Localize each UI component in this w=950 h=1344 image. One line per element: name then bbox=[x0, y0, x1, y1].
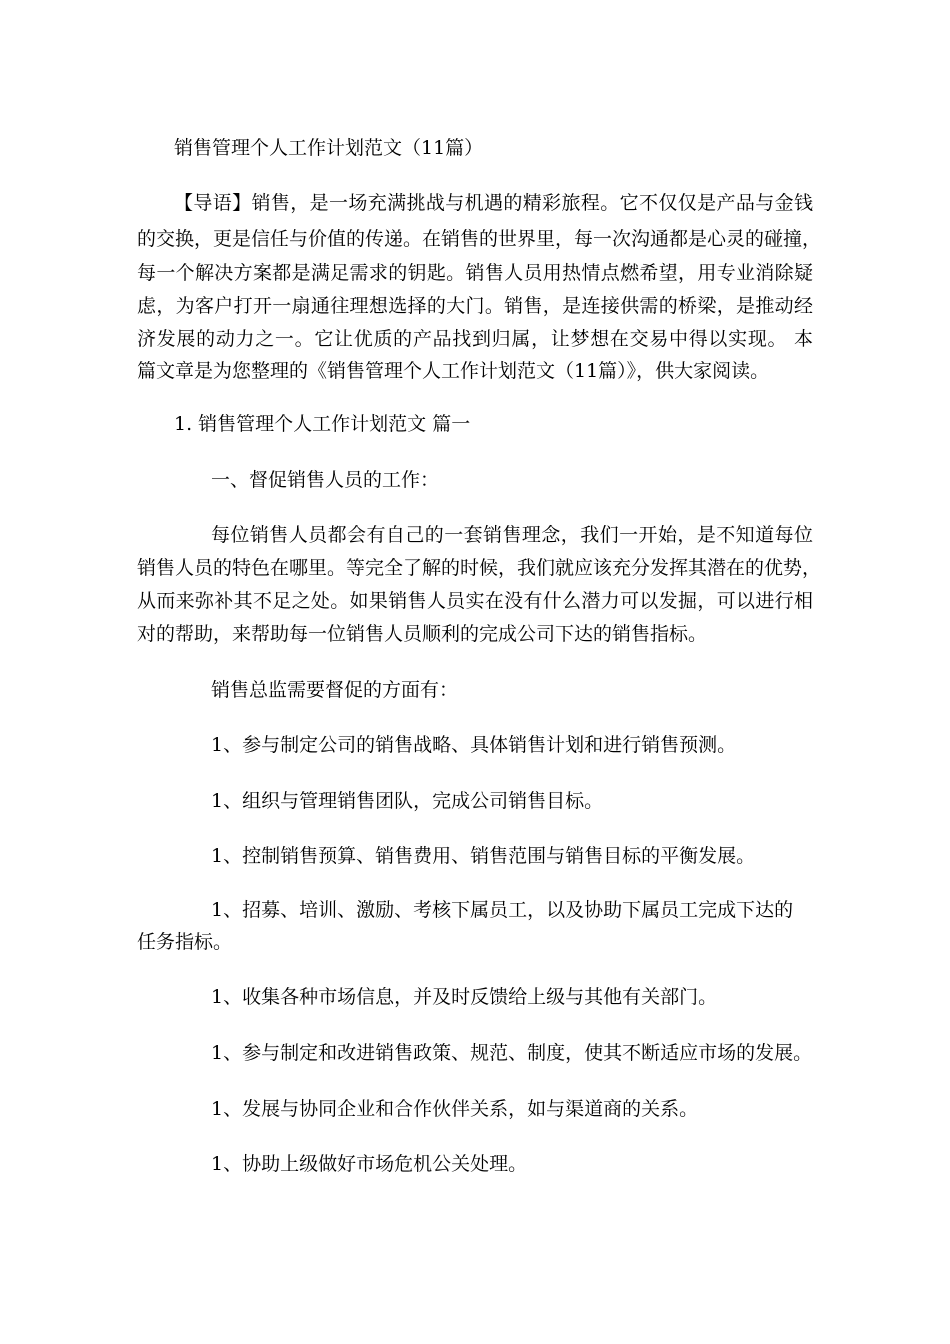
paragraph-line: 每位销售人员都会有自己的一套销售理念，我们一开始，是不知道每位 bbox=[211, 524, 813, 546]
paragraph-line: 从而来弥补其不足之处。如果销售人员实在没有什么潜力可以发掘，可以进行相 bbox=[137, 590, 813, 612]
intro-line: 篇文章是为您整理的《销售管理个人工作计划范文（11篇）》，供大家阅读。 bbox=[137, 360, 770, 382]
list-item: 1、收集各种市场信息，并及时反馈给上级与其他有关部门。 bbox=[211, 986, 718, 1008]
intro-line: 每一个解决方案都是满足需求的钥匙。销售人员用热情点燃希望，用专业消除疑 bbox=[137, 262, 813, 284]
intro-line: 的交换，更是信任与价值的传递。在销售的世界里，每一次沟通都是心灵的碰撞， bbox=[137, 228, 822, 250]
list-item: 1、发展与协同企业和合作伙伴关系，如与渠道商的关系。 bbox=[211, 1098, 699, 1120]
list-item-line: 任务指标。 bbox=[137, 931, 233, 953]
list-item-line: 1、招募、培训、激励、考核下属员工，以及协助下属员工完成下达的 bbox=[211, 899, 794, 921]
section-heading: 1. 销售管理个人工作计划范文 篇一 bbox=[174, 413, 471, 435]
intro-line: 济发展的动力之一。它让优质的产品找到归属，让梦想在交易中得以实现。 本 bbox=[137, 328, 813, 350]
list-intro: 销售总监需要督促的方面有： bbox=[211, 679, 459, 701]
paragraph-line: 销售人员的特色在哪里。等完全了解的时候，我们就应该充分发挥其潜在的优势， bbox=[137, 557, 822, 579]
list-item: 1、协助上级做好市场危机公关处理。 bbox=[211, 1153, 528, 1175]
document-title: 销售管理个人工作计划范文（11篇） bbox=[174, 137, 484, 159]
list-item: 1、参与制定和改进销售政策、规范、制度，使其不断适应市场的发展。 bbox=[211, 1042, 813, 1064]
paragraph-line: 对的帮助，来帮助每一位销售人员顺利的完成公司下达的销售指标。 bbox=[137, 623, 708, 645]
list-item: 1、参与制定公司的销售战略、具体销售计划和进行销售预测。 bbox=[211, 734, 737, 756]
list-item: 1、组织与管理销售团队，完成公司销售目标。 bbox=[211, 790, 604, 812]
section-subheading: 一、督促销售人员的工作： bbox=[211, 469, 440, 491]
intro-line: 虑，为客户打开一扇通往理想选择的大门。销售，是连接供需的桥梁，是推动经 bbox=[137, 295, 813, 317]
list-item: 1、控制销售预算、销售费用、销售范围与销售目标的平衡发展。 bbox=[211, 845, 756, 867]
intro-line: 【导语】销售，是一场充满挑战与机遇的精彩旅程。它不仅仅是产品与金钱 bbox=[174, 192, 813, 214]
